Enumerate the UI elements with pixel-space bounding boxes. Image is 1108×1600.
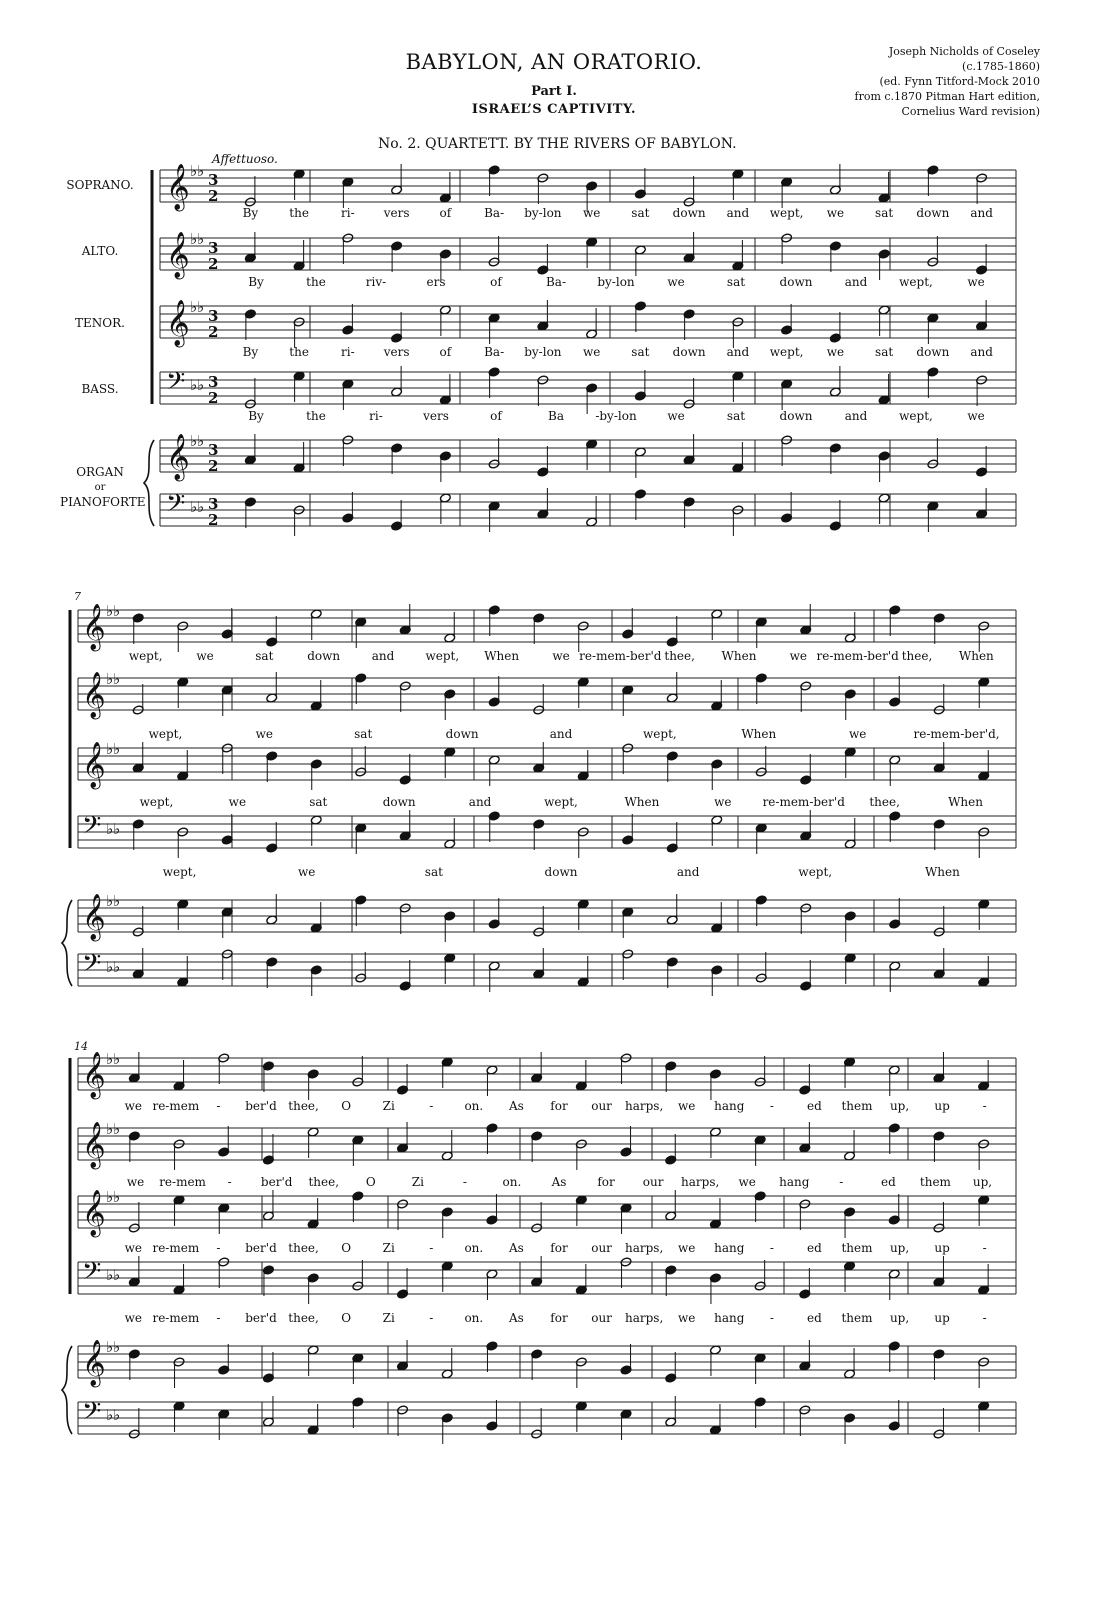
lyric-syllable: wept, — [162, 865, 197, 879]
lyric-syllable: wept, — [643, 727, 677, 741]
bass-clef: 𝄢 — [82, 811, 102, 846]
lyric-syllable: and — [726, 345, 750, 359]
flat-sign: ♭ — [106, 1050, 114, 1068]
lyric-syllable: re-mem-ber'd, — [913, 727, 1000, 741]
lyric-syllable: we — [124, 1311, 142, 1325]
flat-sign: ♭ — [106, 958, 114, 976]
lyric-syllable: wept, — [769, 206, 804, 220]
lyric-syllable: the — [289, 345, 309, 359]
lyric-syllable: thee, — [288, 1099, 319, 1113]
lyric-syllable: we — [678, 1241, 696, 1255]
flat-sign: ♭ — [106, 892, 114, 910]
lyric-syllable: ed — [807, 1311, 822, 1325]
lyric-syllable: hang — [714, 1241, 745, 1255]
lyric-syllable: When — [721, 649, 757, 663]
lyric-syllable: we — [738, 1175, 756, 1189]
lyric-syllable: ri- — [369, 409, 383, 423]
flat-sign: ♭ — [197, 376, 205, 394]
lyric-syllable: and — [970, 206, 993, 220]
lyric-syllable: sat — [424, 865, 443, 879]
time-signature: 2 — [208, 323, 219, 341]
lyric-syllable: riv- — [365, 275, 387, 289]
bass-clef: 𝄢 — [82, 949, 102, 984]
lyric-syllable: ber'd — [245, 1311, 277, 1325]
flat-sign: ♭ — [106, 1188, 114, 1206]
lyric-syllable: When — [958, 649, 994, 663]
page-title: BABYLON, AN ORATORIO. — [405, 50, 703, 74]
treble-clef: 𝄞 — [82, 604, 106, 650]
lyric-syllable: By — [248, 409, 264, 423]
lyric-syllable: - — [982, 1311, 987, 1325]
lyric-syllable: - — [227, 1175, 232, 1189]
lyric-syllable: - — [839, 1175, 844, 1189]
lyric-syllable: When — [924, 865, 960, 879]
lyric-syllable: and — [676, 865, 700, 879]
lyric-syllable: up — [934, 1311, 950, 1325]
lyric-syllable: the — [306, 409, 326, 423]
lyric-syllable: for — [550, 1099, 568, 1113]
lyric-syllable: wept, — [148, 727, 183, 741]
lyric-syllable: them — [841, 1099, 873, 1113]
lyric-syllable: As — [509, 1241, 524, 1255]
organ-label: ORGAN or PIANOFORTE — [60, 465, 146, 509]
lyric-syllable: on. — [464, 1311, 484, 1325]
composer-line: Joseph Nicholds of Coseley — [888, 45, 1040, 58]
lyric-syllable: ed — [807, 1241, 822, 1255]
flat-sign: ♭ — [106, 670, 114, 688]
lyric-syllable: we — [196, 649, 214, 663]
lyric-syllable: O — [341, 1311, 352, 1325]
time-signature: 2 — [208, 255, 219, 273]
lyric-syllable: sat — [255, 649, 274, 663]
time-signature: 2 — [208, 187, 219, 205]
lyric-syllable: - — [429, 1241, 434, 1255]
lyric-syllable: we — [967, 409, 985, 423]
flat-sign: ♭ — [113, 820, 121, 838]
lyric-syllable: and — [371, 649, 395, 663]
lyric-syllable: we — [124, 1099, 142, 1113]
lyric-syllable: we — [667, 275, 685, 289]
lyric-syllable: O — [341, 1241, 352, 1255]
flat-sign: ♭ — [106, 1120, 114, 1138]
piano-brace — [144, 440, 154, 526]
lyric-syllable: hang — [779, 1175, 810, 1189]
lyric-syllable: wept, — [769, 345, 804, 359]
lyric-syllable: harps, — [625, 1311, 664, 1325]
flat-sign: ♭ — [190, 298, 198, 316]
lyric-syllable: of — [490, 409, 502, 423]
lyric-syllable: down — [445, 727, 479, 741]
lyric-syllable: we — [255, 727, 274, 741]
lyric-syllable: wept, — [899, 275, 933, 289]
treble-clef: 𝄞 — [82, 672, 106, 718]
lyric-syllable: Ba- — [484, 345, 505, 359]
lyric-syllable: we — [552, 649, 570, 663]
flat-sign: ♭ — [113, 1406, 121, 1424]
composer-line: (ed. Fynn Titford-Mock 2010 — [879, 75, 1040, 88]
lyric-syllable: As — [551, 1175, 567, 1189]
lyric-syllable: hang — [714, 1099, 745, 1113]
lyric-syllable: ri- — [341, 345, 355, 359]
lyric-syllable: sat — [726, 275, 746, 289]
flat-sign: ♭ — [113, 602, 121, 620]
lyric-syllable: sat — [309, 795, 328, 809]
flat-sign: ♭ — [106, 1338, 114, 1356]
flat-sign: ♭ — [113, 1050, 121, 1068]
lyric-syllable: Zi — [411, 1175, 424, 1189]
lyric-syllable: up, — [972, 1175, 993, 1189]
lyric-syllable: re-mem — [152, 1311, 200, 1325]
flat-sign: ♭ — [106, 1406, 114, 1424]
lyric-syllable: O — [341, 1099, 352, 1113]
measure-number: 7 — [74, 590, 81, 603]
flat-sign: ♭ — [106, 1266, 114, 1284]
time-signature: 3 — [208, 495, 219, 513]
lyric-syllable: sat — [631, 345, 650, 359]
flat-sign: ♭ — [113, 1338, 121, 1356]
lyric-syllable: - — [216, 1241, 221, 1255]
flat-sign: ♭ — [113, 1266, 121, 1284]
lyric-syllable: on. — [502, 1175, 522, 1189]
lyric-syllable: Ba- — [545, 275, 567, 289]
lyric-syllable: When — [624, 795, 660, 809]
lyric-syllable: for — [550, 1241, 568, 1255]
lyric-syllable: up — [934, 1099, 950, 1113]
lyric-syllable: - — [462, 1175, 467, 1189]
lyric-syllable: As — [509, 1099, 524, 1113]
treble-clef: 𝄞 — [166, 164, 190, 210]
lyric-syllable: ri- — [341, 206, 355, 220]
lyric-syllable: up — [934, 1241, 950, 1255]
lyric-syllable: we — [826, 345, 845, 359]
lyric-syllable: -by-lon — [595, 409, 637, 423]
lyric-syllable: we — [667, 409, 685, 423]
lyric-syllable: By — [248, 275, 264, 289]
lyric-syllable: When — [484, 649, 520, 663]
tempo-marking: Affettuoso. — [212, 152, 278, 166]
flat-sign: ♭ — [190, 432, 198, 450]
treble-clef: 𝄞 — [82, 1122, 106, 1168]
lyric-syllable: up, — [889, 1311, 910, 1325]
flat-sign: ♭ — [113, 892, 121, 910]
lyric-syllable: for — [597, 1175, 615, 1189]
composer-line: from c.1870 Pitman Hart edition, — [854, 90, 1040, 103]
lyric-syllable: down — [382, 795, 416, 809]
lyric-syllable: up, — [889, 1241, 910, 1255]
lyric-syllable: our — [591, 1311, 612, 1325]
lyric-syllable: Zi — [382, 1241, 395, 1255]
lyric-syllable: re-mem — [159, 1175, 206, 1189]
treble-clef: 𝄞 — [82, 1190, 106, 1236]
lyric-syllable: on. — [464, 1241, 484, 1255]
flat-sign: ♭ — [113, 1188, 121, 1206]
lyric-syllable: our — [591, 1099, 612, 1113]
lyric-syllable: re-mem-ber'd — [762, 795, 845, 809]
lyric-syllable: of — [439, 206, 452, 220]
bass-clef: 𝄢 — [166, 489, 186, 524]
part-heading: Part I. — [531, 84, 577, 99]
lyric-syllable: down — [307, 649, 341, 663]
lyric-syllable: down — [544, 865, 578, 879]
lyric-syllable: sat — [875, 206, 894, 220]
flat-sign: ♭ — [190, 376, 198, 394]
flat-sign: ♭ — [190, 230, 198, 248]
lyric-syllable: vers — [383, 206, 410, 220]
tenor-label: TENOR. — [75, 316, 125, 330]
flat-sign: ♭ — [190, 498, 198, 516]
lyric-syllable: down — [779, 275, 813, 289]
lyric-syllable: sat — [875, 345, 894, 359]
lyric-syllable: hang — [714, 1311, 745, 1325]
lyric-syllable: the — [306, 275, 326, 289]
lyric-syllable: O — [365, 1175, 376, 1189]
flat-sign: ♭ — [106, 820, 114, 838]
lyric-syllable: them — [841, 1241, 873, 1255]
lyric-syllable: by-lon — [524, 206, 562, 220]
treble-clef: 𝄞 — [82, 1052, 106, 1098]
time-signature: 3 — [208, 307, 219, 325]
lyric-syllable: we — [967, 275, 985, 289]
time-signature: 2 — [208, 389, 219, 407]
time-signature: 3 — [208, 239, 219, 257]
lyric-syllable: thee, — [308, 1175, 340, 1189]
movement-heading: No. 2. QUARTETT. BY THE RIVERS OF BABYLON. — [378, 136, 737, 152]
lyric-syllable: thee, — [664, 649, 695, 663]
flat-sign: ♭ — [197, 230, 205, 248]
treble-clef: 𝄞 — [166, 300, 190, 346]
alto-label: ALTO. — [81, 244, 119, 258]
lyric-syllable: we — [848, 727, 867, 741]
lyric-syllable: up, — [889, 1099, 910, 1113]
lyric-syllable: - — [769, 1099, 774, 1113]
lyric-syllable: we — [126, 1175, 145, 1189]
lyric-syllable: - — [982, 1241, 987, 1255]
lyric-syllable: sat — [354, 727, 373, 741]
flat-sign: ♭ — [106, 602, 114, 620]
time-signature: 2 — [208, 457, 219, 475]
lyric-syllable: ers — [426, 275, 446, 289]
lyric-syllable: we — [714, 795, 732, 809]
lyric-syllable: down — [672, 345, 706, 359]
lyric-syllable: the — [289, 206, 309, 220]
lyric-syllable: - — [429, 1311, 434, 1325]
flat-sign: ♭ — [113, 1120, 121, 1138]
lyric-syllable: re-mem-ber'd — [579, 649, 662, 663]
flat-sign: ♭ — [113, 670, 121, 688]
treble-clef: 𝄞 — [82, 894, 106, 940]
lyric-syllable: we — [826, 206, 845, 220]
lyric-syllable: Ba — [548, 409, 564, 423]
lyric-syllable: and — [468, 795, 492, 809]
treble-clef: 𝄞 — [166, 232, 190, 278]
lyric-syllable: thee, — [288, 1311, 319, 1325]
composer-line: Cornelius Ward revision) — [901, 105, 1040, 118]
part-subtitle: ISRAEL’S CAPTIVITY. — [471, 102, 637, 117]
lyric-syllable: wept, — [128, 649, 163, 663]
flat-sign: ♭ — [190, 162, 198, 180]
lyric-syllable: - — [216, 1311, 221, 1325]
lyric-syllable: down — [779, 409, 813, 423]
lyric-syllable: ed — [880, 1175, 896, 1189]
lyric-syllable: thee, — [901, 649, 933, 663]
lyric-syllable: - — [769, 1241, 774, 1255]
lyric-syllable: down — [916, 345, 950, 359]
lyric-syllable: Ba- — [484, 206, 505, 220]
lyric-syllable: and — [970, 345, 993, 359]
lyric-syllable: and — [549, 727, 573, 741]
piano-brace — [62, 1346, 72, 1434]
lyric-syllable: them — [841, 1311, 873, 1325]
lyric-syllable: them — [919, 1175, 951, 1189]
lyric-syllable: harps, — [681, 1175, 720, 1189]
lyric-syllable: ber'd — [260, 1175, 293, 1189]
lyric-syllable: wept, — [798, 865, 833, 879]
bass-clef: 𝄢 — [82, 1397, 102, 1432]
composer-line: (c.1785-1860) — [962, 60, 1040, 73]
lyric-syllable: wept, — [139, 795, 174, 809]
lyric-syllable: and — [844, 275, 868, 289]
lyric-syllable: harps, — [625, 1099, 664, 1113]
lyric-syllable: of — [490, 275, 502, 289]
lyric-syllable: we — [582, 206, 601, 220]
flat-sign: ♭ — [113, 958, 121, 976]
lyric-syllable: - — [769, 1311, 774, 1325]
bass-label: BASS. — [81, 382, 119, 396]
lyric-syllable: By — [242, 206, 259, 220]
time-signature: 3 — [208, 171, 219, 189]
lyric-syllable: our — [642, 1175, 664, 1189]
lyric-syllable: By — [242, 345, 259, 359]
lyric-syllable: wept, — [425, 649, 460, 663]
lyric-syllable: down — [672, 206, 706, 220]
lyric-syllable: Zi — [382, 1311, 395, 1325]
lyric-syllable: When — [741, 727, 777, 741]
flat-sign: ♭ — [197, 432, 205, 450]
lyric-syllable: by-lon — [597, 275, 635, 289]
lyric-syllable: sat — [631, 206, 650, 220]
bass-clef: 𝄢 — [82, 1257, 102, 1292]
flat-sign: ♭ — [197, 162, 205, 180]
time-signature: 2 — [208, 511, 219, 529]
lyric-syllable: we — [228, 795, 247, 809]
lyric-syllable: As — [509, 1311, 524, 1325]
lyric-syllable: and — [844, 409, 868, 423]
lyric-syllable: we — [678, 1099, 696, 1113]
treble-clef: 𝄞 — [82, 1340, 106, 1386]
lyric-syllable: re-mem — [152, 1099, 200, 1113]
treble-clef: 𝄞 — [82, 742, 106, 788]
lyric-syllable: our — [591, 1241, 612, 1255]
lyric-syllable: re-mem — [152, 1241, 200, 1255]
lyric-syllable: vers — [423, 409, 449, 423]
lyric-syllable: we — [678, 1311, 696, 1325]
piano-brace — [62, 900, 72, 986]
lyric-syllable: wept, — [544, 795, 578, 809]
lyric-syllable: - — [429, 1099, 434, 1113]
lyric-syllable: ber'd — [245, 1241, 277, 1255]
lyric-syllable: on. — [464, 1099, 484, 1113]
lyric-syllable: sat — [726, 409, 746, 423]
lyric-syllable: thee, — [288, 1241, 319, 1255]
flat-sign: ♭ — [197, 298, 205, 316]
treble-clef: 𝄞 — [166, 434, 190, 480]
lyric-syllable: we — [582, 345, 601, 359]
lyric-syllable: - — [982, 1099, 987, 1113]
lyric-syllable: down — [916, 206, 950, 220]
lyric-syllable: wept, — [899, 409, 933, 423]
lyric-syllable: Zi — [382, 1099, 395, 1113]
lyric-syllable: we — [789, 649, 808, 663]
measure-number: 14 — [74, 1040, 88, 1053]
lyric-syllable: for — [550, 1311, 568, 1325]
flat-sign: ♭ — [113, 740, 121, 758]
lyric-syllable: harps, — [625, 1241, 664, 1255]
flat-sign: ♭ — [106, 740, 114, 758]
soprano-label: SOPRANO. — [66, 178, 134, 192]
lyric-syllable: ed — [807, 1099, 822, 1113]
bass-clef: 𝄢 — [166, 367, 186, 402]
flat-sign: ♭ — [197, 498, 205, 516]
lyric-syllable: ber'd — [245, 1099, 277, 1113]
lyric-syllable: of — [439, 345, 452, 359]
lyric-syllable: and — [726, 206, 750, 220]
lyric-syllable: When — [948, 795, 983, 809]
lyric-syllable: thee, — [869, 795, 900, 809]
lyric-syllable: we — [124, 1241, 142, 1255]
lyric-syllable: by-lon — [524, 345, 562, 359]
time-signature: 3 — [208, 441, 219, 459]
lyric-syllable: re-mem-ber'd — [816, 649, 899, 663]
lyric-syllable: - — [216, 1099, 221, 1113]
lyric-syllable: we — [298, 865, 316, 879]
time-signature: 3 — [208, 373, 219, 391]
lyric-syllable: vers — [383, 345, 410, 359]
